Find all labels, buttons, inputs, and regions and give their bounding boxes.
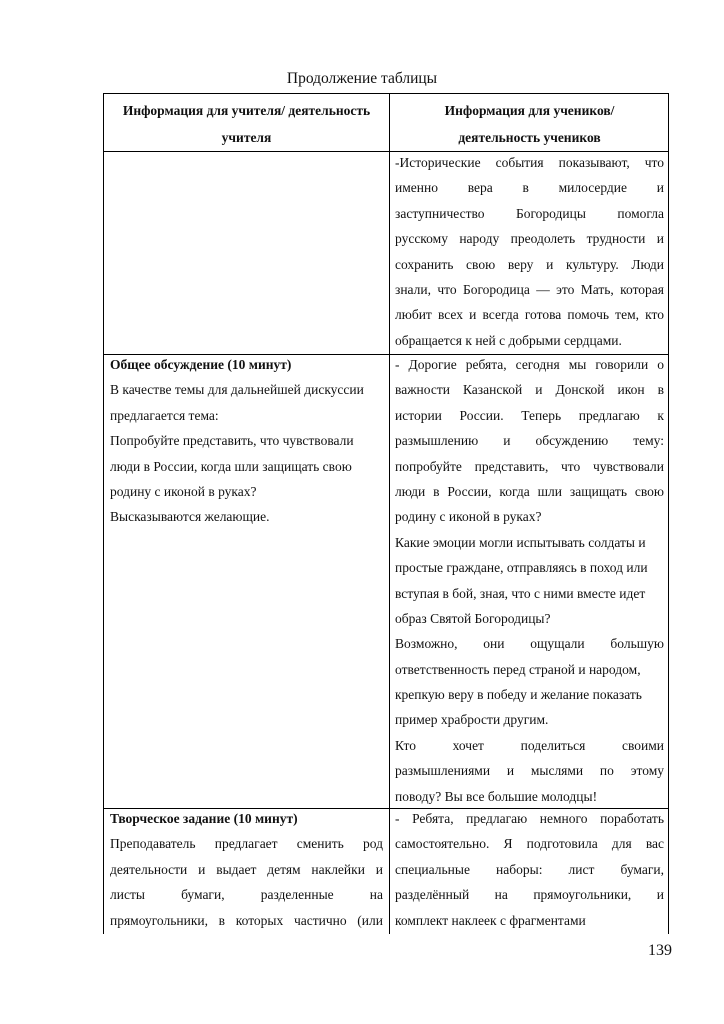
text-line: именно вера в милосердие и <box>395 180 664 196</box>
text-line: размышлениями и мыслями по этому <box>395 763 664 779</box>
text-line: разделённый на прямоугольники, и <box>395 887 664 903</box>
row2-students-cell <box>390 352 669 809</box>
text-line: Преподаватель предлагает сменить род <box>110 836 383 852</box>
text-line: Кто хочет поделиться своими <box>395 737 664 753</box>
text-line: Высказываются желающие. <box>110 509 270 525</box>
section-title: Общее обсуждение (10 минут) <box>110 357 292 372</box>
lesson-table <box>103 93 669 934</box>
text-line: Какие эмоции могли испытывать солдаты и <box>395 534 646 550</box>
text-line: образ Святой Богородицы? <box>395 610 551 626</box>
text-line: листы бумаги, разделенные на <box>110 887 383 903</box>
text-line: русскому народу преодолеть трудности и <box>395 231 664 247</box>
text-line: - Дорогие ребята, сегодня мы говорили о <box>395 357 664 372</box>
text-line: люди в России, когда шли защищать свою <box>395 483 664 499</box>
header-text: Информация для учителя/ деятельность <box>122 103 371 118</box>
text-line: прямоугольники, в которых частично (или <box>110 912 383 928</box>
text-line: специальные наборы: лист бумаги, <box>395 861 664 877</box>
text-line: сохранить свою веру и культуру. Люди <box>395 256 664 272</box>
row3-students-cell <box>390 806 669 933</box>
text-line: В качестве темы для дальнейшей дискуссии <box>110 382 364 398</box>
header-teacher <box>104 97 389 151</box>
text-line: -Исторические события показывают, что <box>395 155 664 170</box>
text-line: Попробуйте представить, что чувствовали <box>110 433 354 449</box>
text-line: обращается к ней с добрыми сердцами. <box>395 332 622 348</box>
text-line: деятельности и выдает детям наклейки и <box>110 861 383 877</box>
text-line: люди в России, когда шли защищать свою <box>110 458 352 474</box>
text-line: размышлению и обсуждению тему: <box>395 433 664 449</box>
text-line: Возможно, они ощущали большую <box>395 636 664 652</box>
text-line: - Ребята, предлагаю немного поработать <box>395 811 664 826</box>
header-text: Информация для учеников/ <box>444 103 615 118</box>
text-line: родину с иконой в руках? <box>395 509 542 525</box>
text-line: поводу? Вы все большие молодцы! <box>395 788 598 804</box>
text-line: знали, что Богородица — это Мать, которая <box>395 281 664 297</box>
text-line: вступая в бой, зная, что с ними вместе идет <box>395 585 646 601</box>
row2-teacher-cell <box>104 352 389 530</box>
text-line: попробуйте представить, что чувствовали <box>395 458 664 474</box>
text-line: истории России. Теперь предлагаю к <box>395 407 664 423</box>
text-line: простые граждане, отправляясь в поход или <box>395 560 648 576</box>
text-line: родину с иконой в руках? <box>110 483 257 499</box>
text-line: крепкую веру в победу и желание показать <box>395 687 642 703</box>
row3-teacher-cell <box>104 806 389 933</box>
text-line: любит всех и всегда готова помочь тем, кто <box>395 307 664 323</box>
header-text: деятельность учеников <box>458 130 601 145</box>
page-number: 139 <box>648 942 672 959</box>
section-title: Творческое задание (10 минут) <box>110 811 298 826</box>
text-line: самостоятельно. Я подготовила для вас <box>395 836 664 852</box>
row1-students-cell <box>390 150 669 353</box>
text-line: ответственность перед страной и народом, <box>395 661 641 677</box>
text-line: важности Казанской и Донской икон в <box>395 382 664 398</box>
text-line: предлагается тема: <box>110 407 219 423</box>
text-line: комплект наклеек с фрагментами <box>395 912 586 928</box>
text-line: заступничество Богородицы помогла <box>395 205 664 221</box>
header-text: учителя <box>221 130 272 145</box>
header-students <box>390 97 669 151</box>
table-caption: Продолжение таблицы <box>286 70 438 87</box>
text-line: пример храбрости другим. <box>395 712 549 728</box>
